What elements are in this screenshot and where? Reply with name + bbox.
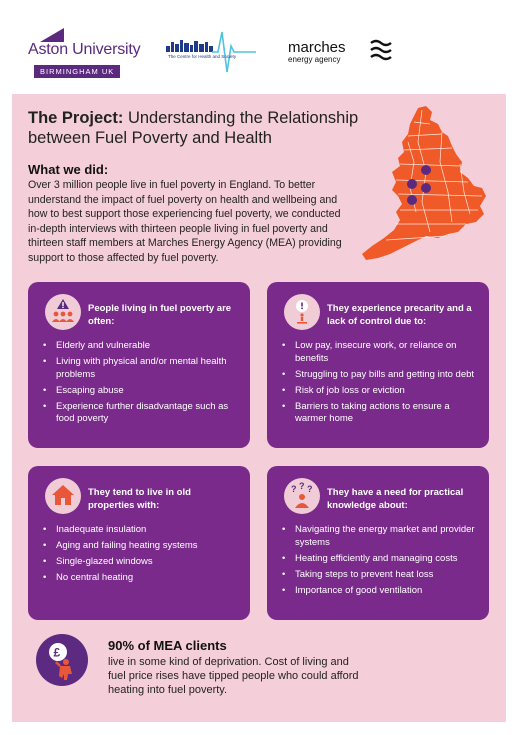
list-item: • Single-glazed windows: [42, 556, 242, 569]
list-item: • Escaping abuse: [42, 385, 242, 398]
marches-energy-agency-logo: [288, 40, 346, 65]
aston-university-subtitle: BIRMINGHAM UK: [34, 65, 120, 78]
list-item: • Navigating the energy market and provider systems: [281, 524, 481, 549]
card-people-in-fuel-poverty: [28, 282, 250, 448]
marches-subtitle: energy agency: [288, 55, 341, 64]
marches-name: marches: [288, 39, 346, 56]
card-precarity: [267, 282, 489, 448]
what-we-did-heading: What we did:: [28, 162, 109, 177]
list-item: • Inadequate insulation: [42, 524, 242, 537]
pound-person-icon: [36, 634, 88, 686]
list-item: • Heating efficiently and managing costs: [281, 553, 481, 566]
card-list: [42, 340, 242, 429]
project-title: [28, 108, 368, 148]
chs-name: The Centre for Health and Society: [168, 54, 237, 59]
list-item: • Taking steps to prevent heat loss: [281, 569, 481, 582]
card-old-properties: [28, 466, 250, 620]
list-item: • Struggling to pay bills and getting into debt: [281, 369, 481, 382]
stat-body: live in some kind of deprivation. Cost of living and fuel price rises have tipped people who could afford heating into fuel poverty.: [108, 656, 359, 696]
list-item: • Aging and failing heating systems: [42, 540, 242, 553]
card-title: They have a need for practical knowledge about:: [327, 487, 464, 511]
england-map-icon: [356, 102, 492, 262]
list-item: • Living with physical and/or mental health problems: [42, 356, 242, 381]
project-title-rest: Understanding the Relationship between Fuel Poverty and Health: [28, 109, 359, 147]
what-we-did-body: Over 3 million people live in fuel poverty in England. To better understand the impact of fuel poverty on health and wellbeing and how to best support those experiencing fuel poverty, we conducted in-depth interviews with thirteen people living in fuel poverty and thirteen staff members at Marches Energy Agency (MEA) providing support to those affected by fuel poverty.: [28, 179, 342, 264]
svg-text:?: ?: [307, 484, 313, 494]
list-item: • Importance of good ventilation: [281, 585, 481, 598]
card-title: They experience precarity and a lack of control due to:: [327, 303, 472, 327]
waves-icon: [370, 38, 392, 64]
aston-university-name: Aston University: [28, 41, 141, 58]
question-person-icon: [284, 478, 320, 514]
list-item: • Risk of job loss or eviction: [281, 385, 481, 398]
precarity-icon: [284, 294, 320, 330]
list-item: • Experience further disadvantage such as food poverty: [42, 401, 242, 426]
header: [0, 0, 516, 92]
list-item: • Low pay, insecure work, or reliance on benefits: [281, 340, 481, 365]
people-warning-icon: [45, 294, 81, 330]
card-title: People living in fuel poverty are often:: [88, 303, 232, 327]
house-icon: [45, 478, 81, 514]
list-item: • Barriers to taking actions to ensure a warmer home: [281, 401, 481, 426]
card-list: [281, 524, 481, 601]
svg-text:£: £: [53, 645, 61, 660]
svg-text:?: ?: [299, 481, 305, 491]
card-list: [42, 524, 242, 588]
card-title: They tend to live in old properties with:: [88, 487, 191, 511]
svg-text:?: ?: [291, 484, 297, 494]
card-list: [281, 340, 481, 429]
list-item: • No central heating: [42, 572, 242, 585]
chs-logo: [160, 28, 260, 82]
stat-title: 90% of MEA clients: [108, 638, 227, 653]
card-practical-knowledge: [267, 466, 489, 620]
project-title-bold: The Project:: [28, 109, 124, 127]
list-item: • Elderly and vulnerable: [42, 340, 242, 353]
